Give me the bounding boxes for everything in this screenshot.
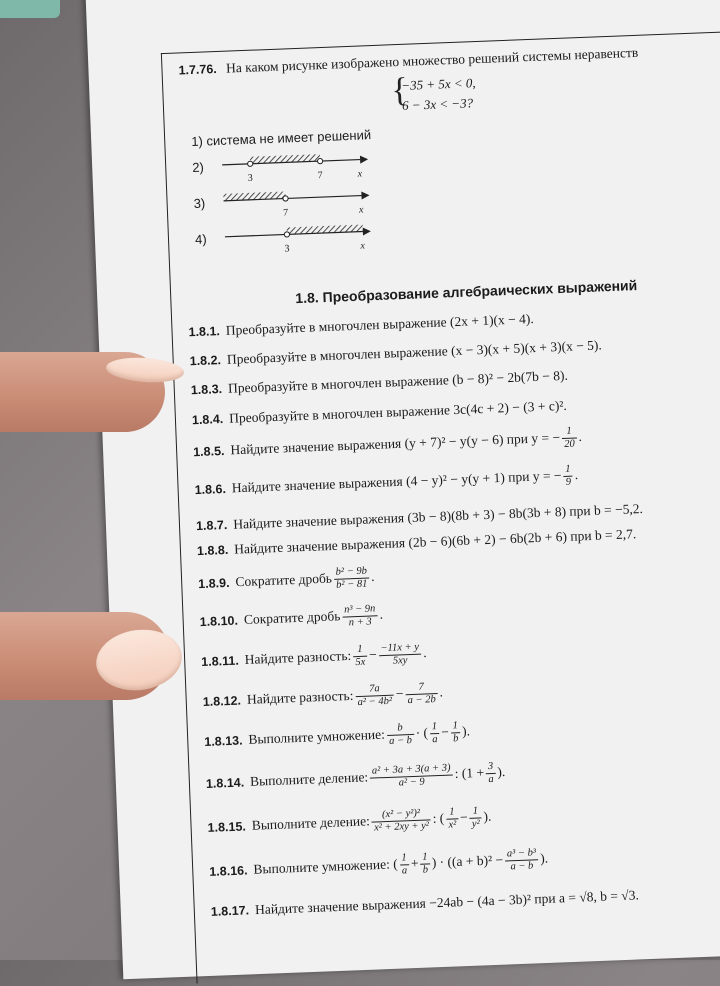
denominator: x² [448, 819, 457, 831]
tick-3: 3 [284, 243, 290, 255]
denominator: x² + 2xy + y² [373, 820, 430, 834]
fraction [405, 681, 438, 707]
axis-x: x [360, 240, 366, 252]
numerator: 7 [405, 681, 438, 695]
problem-number: 1.8.10. [199, 613, 239, 629]
desk-object [0, 0, 60, 18]
numerator: 1 [446, 806, 458, 819]
fraction [469, 805, 482, 830]
problem-number: 1.8.8. [196, 542, 229, 559]
problem-text: Выполните умножение: ( [253, 856, 398, 877]
problem-number: 1.8.11. [200, 653, 240, 669]
problem-number: 1.8.14. [205, 775, 245, 791]
fraction [450, 720, 460, 745]
problem-tail: . [422, 644, 427, 661]
numerator: 1 [399, 852, 409, 865]
problem-tail: . [574, 467, 579, 483]
denominator: 5x [355, 656, 366, 669]
fraction [342, 603, 378, 629]
problem-text: Найдите разность: [246, 687, 354, 707]
fraction [430, 721, 440, 746]
numerator: 1 [450, 720, 460, 733]
tick-7: 7 [282, 207, 289, 219]
problem-text: Преобразуйте в многочлен выражение (b − 8)² − 2b(7b − 8). [227, 367, 569, 396]
fraction [386, 722, 414, 748]
problem-text: Сократите дробь [235, 570, 333, 590]
operator: − [459, 809, 468, 825]
fraction [505, 847, 539, 873]
worksheet-page [85, 0, 720, 979]
problem-text: Преобразуйте в многочлен выражение 3c(4c + 2) − (3 + c)². [228, 397, 568, 426]
problem-number: 1.8.6. [194, 481, 227, 497]
problem-number: 1.8.7. [195, 517, 228, 534]
problem-text: Найдите значение выражения (3b − 8)(8b + 3) − 8b(3b + 8) при b = −5,2. [232, 500, 644, 532]
operator: ) · ((a + b)² − [431, 852, 504, 870]
numerator: 1 [420, 851, 430, 864]
denominator: a [488, 773, 494, 786]
numerator: (x² − y²)² [371, 807, 430, 822]
problem-tail: . [578, 428, 583, 444]
axis-x: x [357, 168, 363, 180]
numerator: 1 [562, 425, 577, 439]
problem-text: Найдите значение выражения (4 − y)² − y(y + 1) при y = − [231, 467, 562, 496]
numerator: 3 [486, 761, 496, 774]
denominator: a − 2b [407, 694, 436, 707]
problem-tail: ). [483, 808, 492, 824]
numerator: −11x + y [378, 642, 421, 657]
problem-number: 1.8.15. [207, 819, 247, 835]
problem-text: Преобразуйте в многочлен выражение (x − 3)(x + 5)(x + 3)(x − 5). [226, 337, 603, 367]
denominator: y² [471, 818, 480, 830]
numerator: b [386, 722, 413, 736]
system-line-1: −35 + 5x < 0, [400, 75, 476, 93]
denominator: n + 3 [348, 616, 372, 629]
numerator: n³ − 9n [342, 603, 378, 617]
fraction [562, 425, 577, 451]
problem-tail: ). [461, 723, 471, 739]
option-3-label: 3) [193, 195, 206, 211]
denominator: a² − 4b² [357, 695, 393, 709]
problem-text: На каком рисунке изображено множество решений системы неравенств [225, 44, 639, 76]
system-line-2: 6 − 3x < −3? [401, 95, 474, 113]
fraction [486, 761, 496, 786]
denominator: 5xy [392, 655, 408, 667]
operator: − [440, 724, 450, 740]
option-2-label: 2) [191, 159, 205, 176]
fraction [370, 762, 454, 790]
option-4-label: 4) [194, 231, 207, 247]
denominator: a [432, 734, 438, 746]
operator: : (1 + [454, 764, 485, 781]
section-title: 1.8. Преобразование алгебраических выражений [295, 277, 638, 307]
problem-text: Найдите значение выражения (2b − 6)(6b + 2) − 6b(2b + 6) при b = 2,7. [233, 526, 637, 557]
numerator: 1 [469, 805, 481, 818]
fraction [378, 642, 421, 669]
numerator: a³ − b³ [505, 847, 539, 861]
operator: + [410, 855, 419, 871]
problem-number: 1.8.4. [191, 412, 224, 428]
problem-number: 1.8.2. [189, 353, 222, 369]
axis-x: x [358, 204, 364, 216]
problem-text: Найдите разность: [244, 647, 352, 667]
denominator: a − b [388, 735, 413, 747]
denominator: b [452, 733, 459, 745]
fraction [333, 566, 369, 592]
tick-3: 3 [247, 172, 253, 184]
problem-tail: . [370, 568, 375, 585]
operator: − [395, 685, 404, 702]
number-line-2 [220, 145, 371, 185]
numerator: a² + 3a + 3(a + 3) [370, 762, 453, 778]
denominator: a² − 9 [398, 776, 425, 789]
problem-number: 1.8.17. [210, 903, 250, 919]
problem-text: Преобразуйте в многочлен выражение (2x + 1)(x − 4). [225, 311, 535, 338]
problem-text: Выполните деление: [249, 769, 369, 789]
problem-number: 1.7.76. [178, 62, 218, 78]
problem-number: 1.8.12. [202, 693, 242, 709]
numerator: 7a [355, 683, 394, 697]
fraction [355, 683, 394, 709]
tick-7: 7 [317, 170, 323, 182]
problem-number: 1.8.16. [209, 863, 248, 879]
problem-text: Выполните деление: [251, 813, 371, 833]
fraction [446, 806, 459, 831]
fraction [420, 851, 430, 876]
number-line-4 [222, 217, 373, 257]
numerator: 1 [353, 644, 367, 658]
problem-text: Сократите дробь [243, 608, 341, 627]
numerator: 1 [430, 721, 440, 734]
operator: · ( [415, 724, 429, 741]
operator: − [368, 646, 378, 663]
denominator: a [401, 865, 408, 877]
problem-text: Выполните умножение: [248, 726, 386, 747]
fraction [399, 852, 409, 877]
numerator: b² − 9b [333, 566, 369, 580]
fraction [563, 464, 573, 489]
fraction [371, 807, 431, 834]
system-brace: { [390, 71, 409, 110]
problem-number: 1.8.13. [204, 733, 243, 749]
denominator: b² − 81 [335, 578, 368, 591]
numerator: 1 [563, 464, 573, 477]
problem-number: 1.8.5. [192, 443, 225, 459]
denominator: b [422, 864, 429, 876]
denominator: 20 [564, 438, 576, 450]
fraction [353, 644, 368, 670]
problem-tail: . [439, 684, 444, 700]
number-line-3 [221, 181, 372, 221]
problem-number: 1.8.1. [188, 324, 221, 340]
denominator: 9 [565, 476, 572, 488]
problem-tail: ). [539, 850, 549, 866]
operator: : ( [432, 810, 445, 826]
problem-number: 1.8.9. [197, 575, 230, 591]
denominator: a − b [510, 860, 534, 873]
problem-text: Найдите значение выражения (y + 7)² − y(y − 6) при y = − [230, 429, 561, 458]
problem-tail: ). [497, 764, 506, 780]
option-1: 1) система не имеет решений [190, 127, 372, 150]
problem-text: Найдите значение выражения −24ab − (4a − 3b)² при a = √8, b = √3. [254, 887, 640, 918]
problem-number: 1.8.3. [190, 382, 223, 398]
problem-tail: . [379, 606, 384, 622]
